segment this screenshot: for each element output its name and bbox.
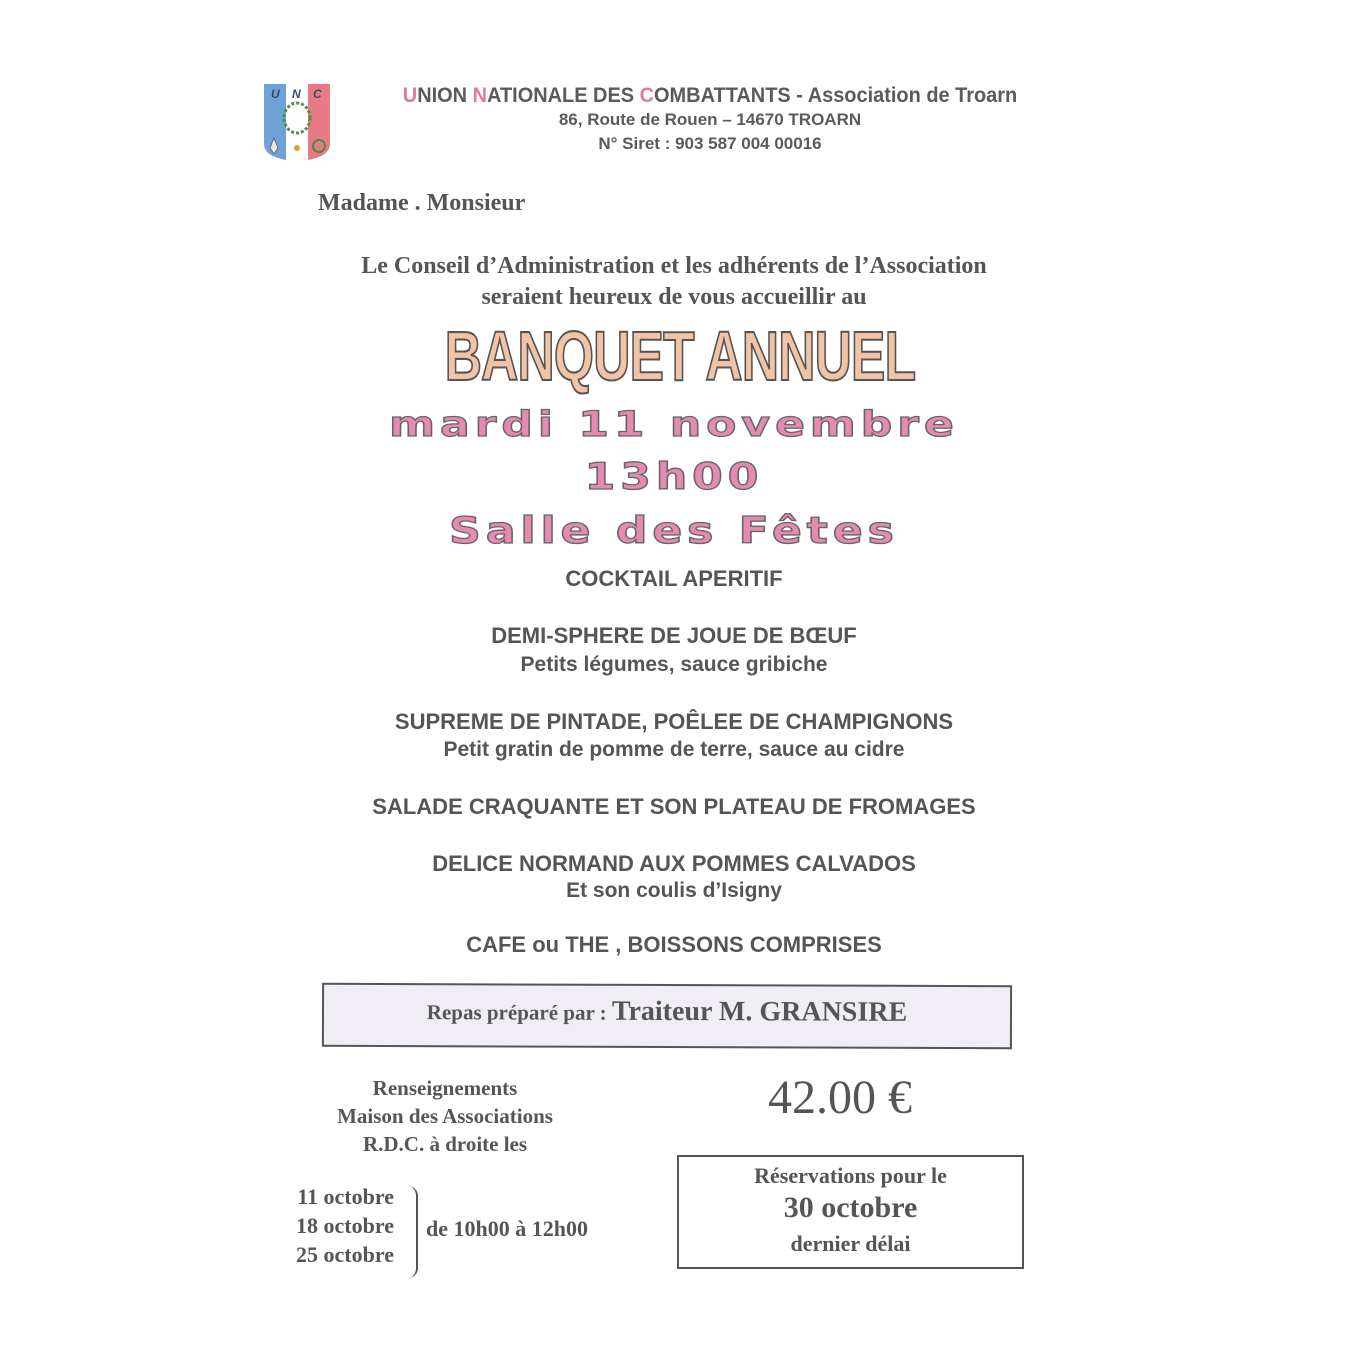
intro-line-1: Le Conseil d’Administration et les adhérents de l’Association bbox=[361, 253, 987, 279]
menu-item-title: CAFE ou THE , BOISSONS COMPRISES bbox=[466, 932, 882, 957]
caterer-box bbox=[322, 983, 1012, 1049]
price: 42.00 € bbox=[768, 1071, 912, 1124]
org-initial-u: U bbox=[402, 84, 418, 107]
org-text-2: ATIONALE DES bbox=[487, 84, 640, 107]
info-location-detail: R.D.C. à droite les bbox=[362, 1132, 528, 1156]
caterer-label: Repas préparé par : bbox=[426, 1000, 612, 1025]
menu-item-title: SUPREME DE PINTADE, POÊLEE DE CHAMPIGNONS bbox=[394, 709, 954, 734]
org-text-3: OMBATTANTS - Association de Troarn bbox=[654, 84, 1018, 107]
reservation-box bbox=[677, 1155, 1024, 1269]
org-text-1: NION bbox=[417, 84, 473, 107]
info-heading: Renseignements bbox=[372, 1076, 518, 1100]
intro-line-2: seraient heureux de vous accueillir au bbox=[481, 284, 867, 310]
event-title: BANQUET ANNUEL bbox=[444, 317, 916, 395]
reservation-note: dernier délai bbox=[790, 1231, 911, 1256]
info-date: 25 octobre bbox=[296, 1242, 394, 1267]
organization-name bbox=[359, 84, 1062, 108]
logo-letter-n: N bbox=[292, 87, 301, 101]
caterer-name: Traiteur M. GRANSIRE bbox=[611, 995, 908, 1028]
info-date: 11 octobre bbox=[297, 1184, 394, 1209]
reservation-deadline: 30 octobre bbox=[783, 1191, 918, 1224]
unc-shield-icon bbox=[262, 82, 332, 164]
siret-number: N° Siret : 903 587 004 00016 bbox=[598, 134, 822, 153]
menu-item-subtitle: Petit gratin de pomme de terre, sauce au cidre bbox=[443, 738, 905, 761]
event-venue: Salle des Fêtes bbox=[449, 510, 899, 552]
info-date: 18 octobre bbox=[296, 1213, 394, 1238]
menu-item-subtitle: Et son coulis d’Isigny bbox=[566, 879, 782, 902]
salutation: Madame . Monsieur bbox=[318, 190, 526, 216]
address: 86, Route de Rouen – 14670 TROARN bbox=[558, 110, 862, 129]
unc-logo bbox=[262, 82, 332, 164]
menu-item-title: DEMI-SPHERE DE JOUE DE BŒUF bbox=[491, 623, 857, 648]
logo-letter-u: U bbox=[271, 87, 280, 101]
menu-item-title: COCKTAIL APERITIF bbox=[565, 566, 783, 591]
info-hours: de 10h00 à 12h00 bbox=[426, 1216, 588, 1241]
menu-item-title: SALADE CRAQUANTE ET SON PLATEAU DE FROMAGES bbox=[372, 794, 976, 819]
reservation-label: Réservations pour le bbox=[754, 1163, 947, 1188]
event-date: mardi 11 novembre bbox=[389, 405, 959, 445]
logo-letter-c: C bbox=[313, 87, 322, 101]
org-initial-c: C bbox=[639, 84, 655, 107]
menu-item-subtitle: Petits légumes, sauce gribiche bbox=[520, 653, 828, 676]
bracket-icon bbox=[398, 1186, 418, 1278]
org-initial-n: N bbox=[472, 84, 488, 107]
info-location: Maison des Associations bbox=[337, 1104, 553, 1128]
menu-item-title: DELICE NORMAND AUX POMMES CALVADOS bbox=[432, 851, 916, 876]
event-time: 13h00 bbox=[584, 456, 764, 498]
